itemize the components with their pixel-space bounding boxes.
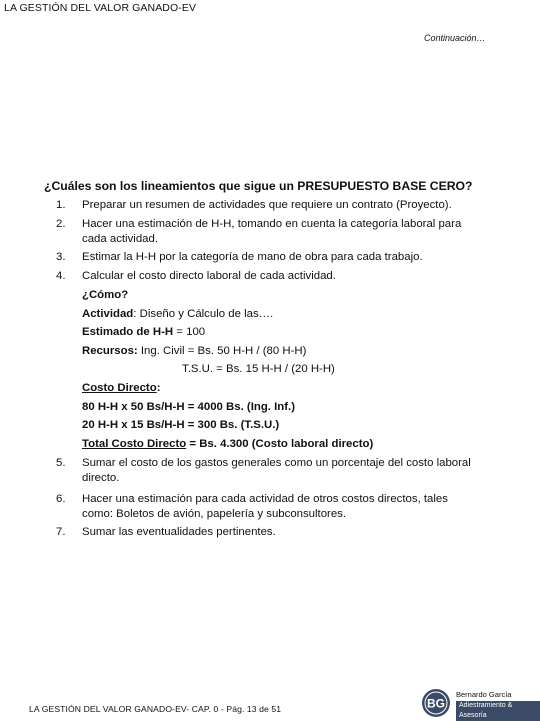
estimado-text: = 100 (173, 326, 206, 338)
item-number: 7. (56, 526, 66, 538)
actividad-label: Actividad (82, 308, 134, 320)
item-text: Estimar la H-H por la categoría de mano de obra para cada trabajo. (82, 251, 423, 263)
item-text: Sumar el costo de los gastos generales como un porcentaje del costo laboral (82, 457, 471, 469)
logo-initials: BG (427, 696, 445, 711)
page-footer: LA GESTIÓN DEL VALOR GANADO-EV- CAP. 0 - Pág. 13 de 51 (29, 704, 282, 714)
costo-directo-label: Costo Directo (82, 382, 157, 394)
item-text: Sumar las eventualidades pertinentes. (82, 526, 276, 538)
total-label: Total Costo Directo (82, 438, 187, 450)
total-text: = Bs. 4.300 (Costo laboral directo) (186, 438, 374, 450)
item-text: Hacer una estimación de H-H, tomando en cuenta la categoría laboral para (82, 218, 462, 230)
item-text: directo. (82, 472, 120, 484)
calc-line-2: 20 H-H x 15 Bs/H-H = 300 Bs. (T.S.U.) (82, 419, 280, 431)
item-number: 1. (56, 199, 66, 211)
question-heading: ¿Cuáles son los lineamientos que sigue un PRESUPUESTO BASE CERO? (44, 179, 473, 193)
item-text: cada actividad. (82, 233, 158, 245)
calc-line-1: 80 H-H x 50 Bs/H-H = 4000 Bs. (Ing. Inf.) (82, 401, 296, 413)
costo-directo-colon: : (156, 382, 161, 394)
logo-name: Bernardo García (456, 690, 512, 699)
como-heading: ¿Cómo? (82, 289, 129, 301)
recursos-label: Recursos: (82, 345, 138, 357)
item-number: 4. (56, 270, 66, 282)
actividad-text: : Diseño y Cálculo de las…. (133, 308, 274, 320)
item-number: 2. (56, 218, 66, 230)
continuation-note: Continuación… (424, 33, 486, 43)
item-number: 3. (56, 251, 66, 263)
logo-text (456, 690, 540, 721)
costo-directo-line (82, 381, 160, 396)
estimado-line (82, 325, 205, 340)
actividad-line (82, 307, 273, 322)
logo-tagline: Adiestramiento & Asesoría (456, 701, 540, 721)
tsu-line: T.S.U. = Bs. 15 H-H / (20 H-H) (182, 363, 335, 375)
item-text: Calcular el costo directo laboral de cada actividad. (82, 270, 336, 282)
page-header-title: LA GESTIÓN DEL VALOR GANADO-EV (4, 2, 197, 14)
recursos-line (82, 344, 306, 359)
item-text: como: Boletos de avión, papelería y subconsultores. (82, 508, 347, 520)
estimado-label: Estimado de H-H (82, 326, 174, 338)
item-text: Preparar un resumen de actividades que requiere un contrato (Proyecto). (82, 199, 452, 211)
total-line (82, 437, 373, 452)
item-number: 6. (56, 493, 66, 505)
item-number: 5. (56, 457, 66, 469)
item-text: Hacer una estimación para cada actividad de otros costos directos, tales (82, 493, 448, 505)
recursos-text: Ing. Civil = Bs. 50 H-H / (80 H-H) (137, 345, 307, 357)
